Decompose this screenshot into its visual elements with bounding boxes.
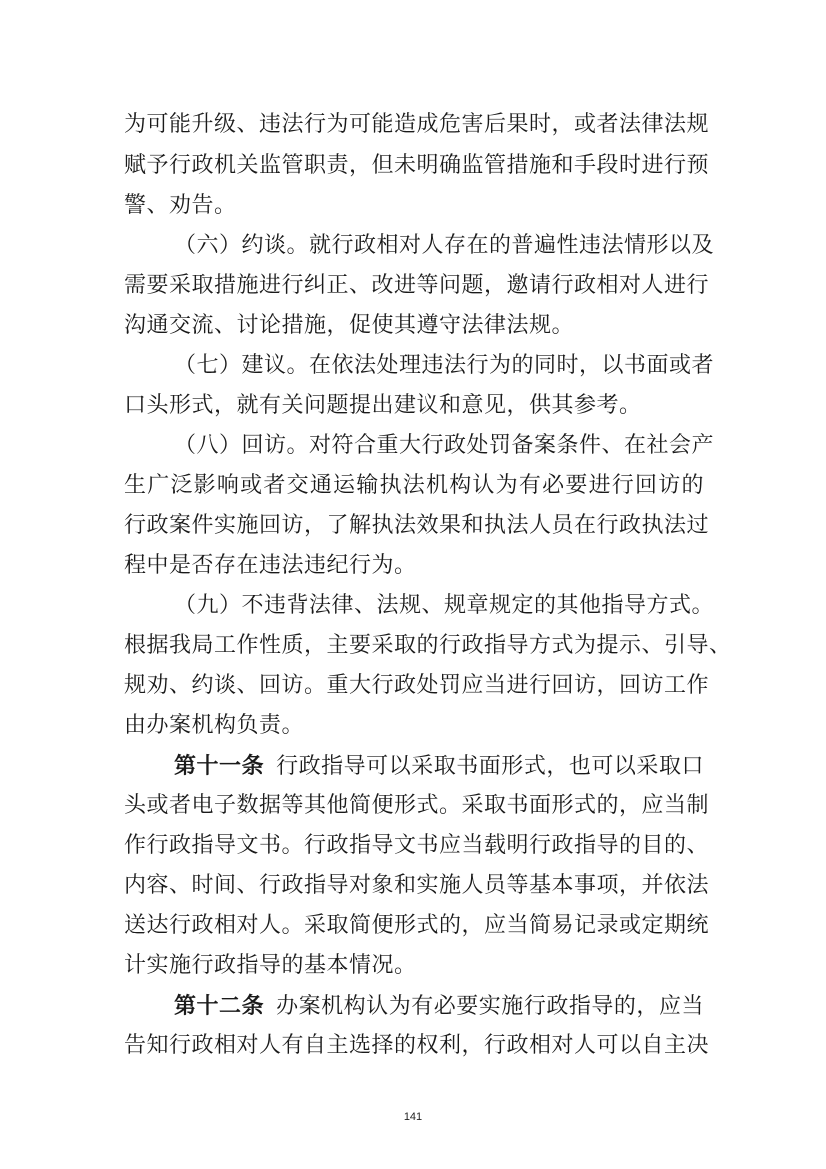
paragraph-item-8: （八）回访。对符合重大行政处罚备案条件、在社会产 <box>174 433 715 458</box>
text-line: 内容、时间、行政指导对象和实施人员等基本事项，并依法 <box>124 873 710 898</box>
article-11-text: 行政指导可以采取书面形式，也可以采取口 <box>276 754 704 779</box>
text-line: 生广泛影响或者交通运输执法机构认为有必要进行回访的 <box>124 473 704 498</box>
article-12-text: 办案机构认为有必要实施行政指导的，应当 <box>276 994 704 1019</box>
text-line: 送达行政相对人。采取简便形式的，应当简易记录或定期统 <box>124 913 710 938</box>
paragraph-item-7: （七）建议。在依法处理违法行为的同时，以书面或者 <box>174 353 715 378</box>
text-line: 计实施行政指导的基本情况。 <box>124 953 417 978</box>
text-line: 为可能升级、违法行为可能造成危害后果时，或者法律法规 <box>124 112 710 137</box>
text-line: 沟通交流、讨论措施，促使其遵守法律法规。 <box>124 313 575 338</box>
text-line: 警、劝告。 <box>124 193 237 218</box>
article-12-first-line <box>174 986 704 1026</box>
text-line: 程中是否存在违法违纪行为。 <box>124 553 417 578</box>
text-line: 由办案机构负责。 <box>124 713 305 738</box>
text-line: 规劝、约谈、回访。重大行政处罚应当进行回访，回访工作 <box>124 673 710 698</box>
text-line: 头或者电子数据等其他简便形式。采取书面形式的，应当制 <box>124 793 710 818</box>
text-line: 根据我局工作性质，主要采取的行政指导方式为提示、引导、 <box>124 633 732 658</box>
text-line: 口头形式，就有关问题提出建议和意见，供其参考。 <box>124 393 642 418</box>
article-12-heading: 第十二条 <box>174 993 265 1019</box>
text-line: 作行政指导文书。行政指导文书应当载明行政指导的目的、 <box>124 833 710 858</box>
text-line: 需要采取措施进行纠正、改进等问题，邀请行政相对人进行 <box>124 273 710 298</box>
paragraph-item-6: （六）约谈。就行政相对人存在的普遍性违法情形以及 <box>174 233 715 258</box>
article-11-first-line <box>174 746 704 786</box>
text-line: 赋予行政机关监管职责，但未明确监管措施和手段时进行预 <box>124 153 710 178</box>
page-number: 141 <box>403 1111 423 1123</box>
text-line: 告知行政相对人有自主选择的权利，行政相对人可以自主决 <box>124 1033 710 1058</box>
article-11-heading: 第十一条 <box>174 753 265 779</box>
text-line: 行政案件实施回访，了解执法效果和执法人员在行政执法过 <box>124 513 710 538</box>
paragraph-item-9: （九）不违背法律、法规、规章规定的其他指导方式。 <box>174 593 715 618</box>
